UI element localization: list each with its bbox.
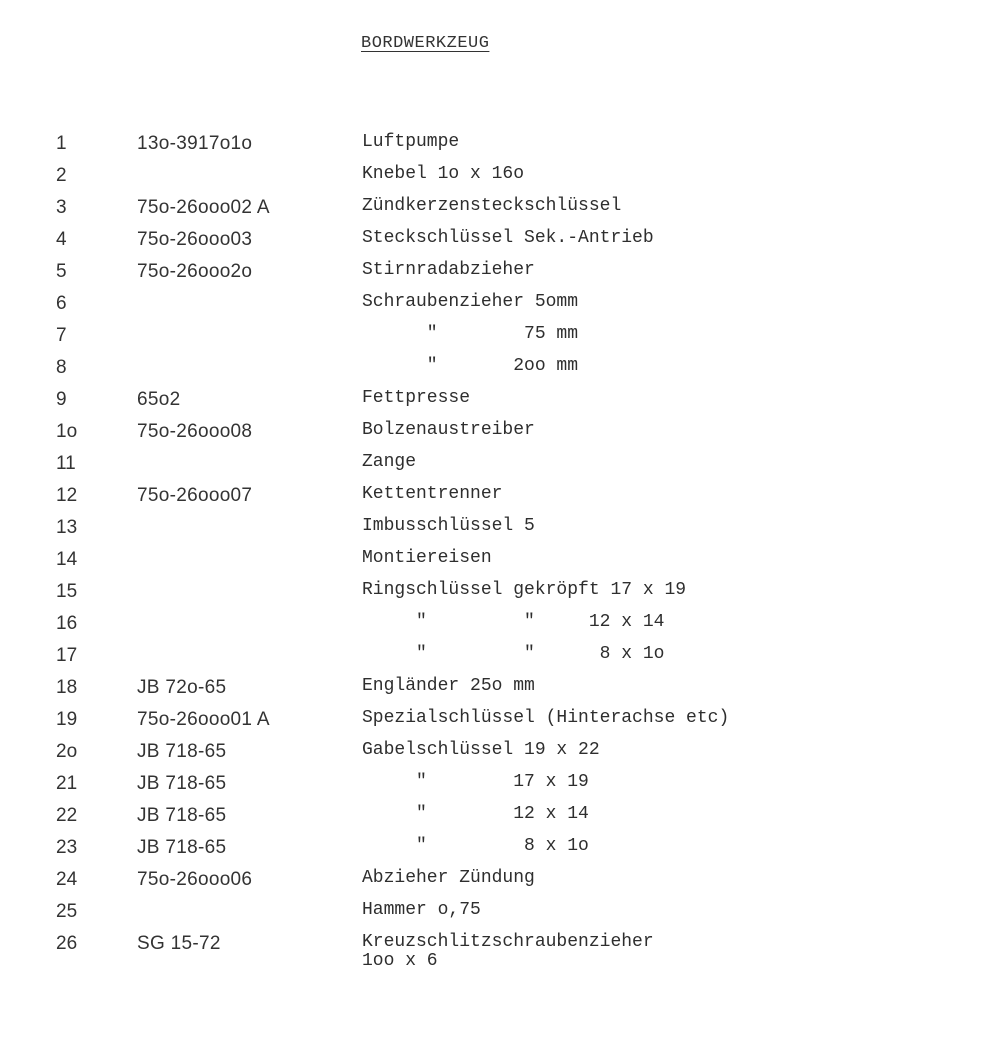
item-number: 23	[56, 837, 78, 858]
item-part-number: 13o-3917o1o	[137, 133, 253, 154]
item-description-line: Gabelschlüssel 19 x 22	[362, 740, 600, 760]
list-item	[56, 481, 956, 513]
item-description-line: Montiereisen	[362, 548, 492, 568]
item-description	[362, 773, 589, 792]
item-description-line: Knebel 1o x 16o	[362, 164, 525, 184]
item-description	[362, 293, 578, 312]
item-description-line: Schraubenzieher 5omm	[362, 292, 579, 312]
list-item	[56, 769, 956, 801]
item-part-number: 75o-26ooo03	[137, 229, 253, 250]
list-item	[56, 161, 956, 193]
item-description	[362, 421, 535, 440]
item-number: 7	[56, 325, 67, 346]
list-item	[56, 225, 956, 257]
item-description	[362, 869, 535, 888]
list-item	[56, 289, 956, 321]
item-description	[362, 197, 621, 216]
item-description-line: Bolzenaustreiber	[362, 420, 535, 440]
item-description	[362, 389, 470, 408]
list-item	[56, 353, 956, 385]
item-part-number: JB 718-65	[137, 741, 227, 762]
item-number: 6	[56, 293, 67, 314]
item-description-line: Imbusschlüssel 5	[362, 516, 535, 536]
item-number: 12	[56, 485, 78, 506]
item-description	[362, 645, 664, 664]
item-part-number: JB 718-65	[137, 837, 227, 858]
item-description-line: Zange	[362, 452, 417, 472]
list-item	[56, 417, 956, 449]
item-description	[362, 165, 524, 184]
item-number: 14	[56, 549, 78, 570]
item-part-number: 75o-26ooo01 A	[137, 709, 270, 730]
item-number: 25	[56, 901, 78, 922]
item-part-number: SG 15-72	[137, 933, 221, 954]
list-item	[56, 385, 956, 417]
item-number: 21	[56, 773, 78, 794]
list-item	[56, 129, 956, 161]
list-item	[56, 865, 956, 897]
item-description	[362, 677, 535, 696]
item-description-line: Luftpumpe	[362, 132, 460, 152]
item-number: 1	[56, 133, 67, 154]
item-description-line: Steckschlüssel Sek.-Antrieb	[362, 228, 654, 248]
item-number: 17	[56, 645, 78, 666]
item-description	[362, 837, 589, 856]
item-number: 16	[56, 613, 78, 634]
list-item	[56, 257, 956, 289]
list-item	[56, 513, 956, 545]
item-description-line: " 2oo mm	[362, 356, 579, 376]
item-number: 13	[56, 517, 78, 538]
item-number: 2o	[56, 741, 78, 762]
item-number: 26	[56, 933, 78, 954]
item-description-line: Kreuzschlitzschraubenzieher	[362, 932, 654, 952]
item-number: 24	[56, 869, 78, 890]
list-item	[56, 737, 956, 769]
item-description	[362, 517, 535, 536]
item-part-number: 75o-26ooo07	[137, 485, 253, 506]
item-description-line-2: 1oo x 6	[362, 951, 438, 971]
item-description-line: Spezialschlüssel (Hinterachse etc)	[362, 708, 730, 728]
item-description	[362, 261, 535, 280]
list-item	[56, 673, 956, 705]
item-description-line: Engländer 25o mm	[362, 676, 535, 696]
item-number: 15	[56, 581, 78, 602]
item-description-line: " " 8 x 1o	[362, 644, 665, 664]
item-part-number: 75o-26ooo06	[137, 869, 253, 890]
item-number: 11	[56, 453, 76, 474]
document-title: BORDWERKZEUG	[361, 34, 490, 53]
item-part-number: JB 72o-65	[137, 677, 227, 698]
item-description	[362, 805, 589, 824]
item-number: 9	[56, 389, 67, 410]
item-description-line: Hammer o,75	[362, 900, 481, 920]
item-description-line: " 17 x 19	[362, 772, 589, 792]
item-number: 19	[56, 709, 78, 730]
item-number: 2	[56, 165, 67, 186]
item-description	[362, 325, 578, 344]
item-number: 3	[56, 197, 67, 218]
list-item	[56, 641, 956, 673]
item-description	[362, 709, 729, 728]
item-description	[362, 741, 600, 760]
item-number: 4	[56, 229, 67, 250]
item-description-line: Stirnradabzieher	[362, 260, 535, 280]
item-part-number: 75o-26ooo2o	[137, 261, 253, 282]
item-description	[362, 453, 416, 472]
item-description-line: " " 12 x 14	[362, 612, 665, 632]
list-item	[56, 705, 956, 737]
item-description-line: " 8 x 1o	[362, 836, 589, 856]
item-description	[362, 357, 578, 376]
item-description-line: Kettentrenner	[362, 484, 503, 504]
list-item	[56, 801, 956, 833]
item-description	[362, 229, 654, 248]
item-number: 1o	[56, 421, 78, 442]
item-part-number: JB 718-65	[137, 773, 227, 794]
item-description-line: Abzieher Zündung	[362, 868, 535, 888]
list-item	[56, 449, 956, 481]
list-item	[56, 833, 956, 865]
list-item	[56, 577, 956, 609]
list-item	[56, 321, 956, 353]
item-number: 22	[56, 805, 78, 826]
item-part-number: 75o-26ooo02 A	[137, 197, 270, 218]
item-description-line: " 75 mm	[362, 324, 579, 344]
list-item	[56, 609, 956, 641]
item-description	[362, 581, 686, 600]
item-description	[362, 901, 481, 920]
list-item	[56, 193, 956, 225]
item-description-line: Fettpresse	[362, 388, 471, 408]
item-description	[362, 485, 502, 504]
item-description-line: " 12 x 14	[362, 804, 589, 824]
tool-list	[56, 129, 956, 971]
item-part-number: 75o-26ooo08	[137, 421, 253, 442]
item-description	[362, 613, 664, 632]
item-description-line: Ringschlüssel gekröpft 17 x 19	[362, 580, 687, 600]
item-part-number: 65o2	[137, 389, 181, 410]
item-number: 18	[56, 677, 78, 698]
item-part-number: JB 718-65	[137, 805, 227, 826]
list-item	[56, 545, 956, 577]
item-description-line: Zündkerzensteckschlüssel	[362, 196, 622, 216]
item-number: 8	[56, 357, 67, 378]
item-description	[362, 133, 459, 152]
list-item	[56, 929, 956, 971]
item-number: 5	[56, 261, 67, 282]
item-description	[362, 933, 654, 971]
list-item	[56, 897, 956, 929]
item-description	[362, 549, 492, 568]
